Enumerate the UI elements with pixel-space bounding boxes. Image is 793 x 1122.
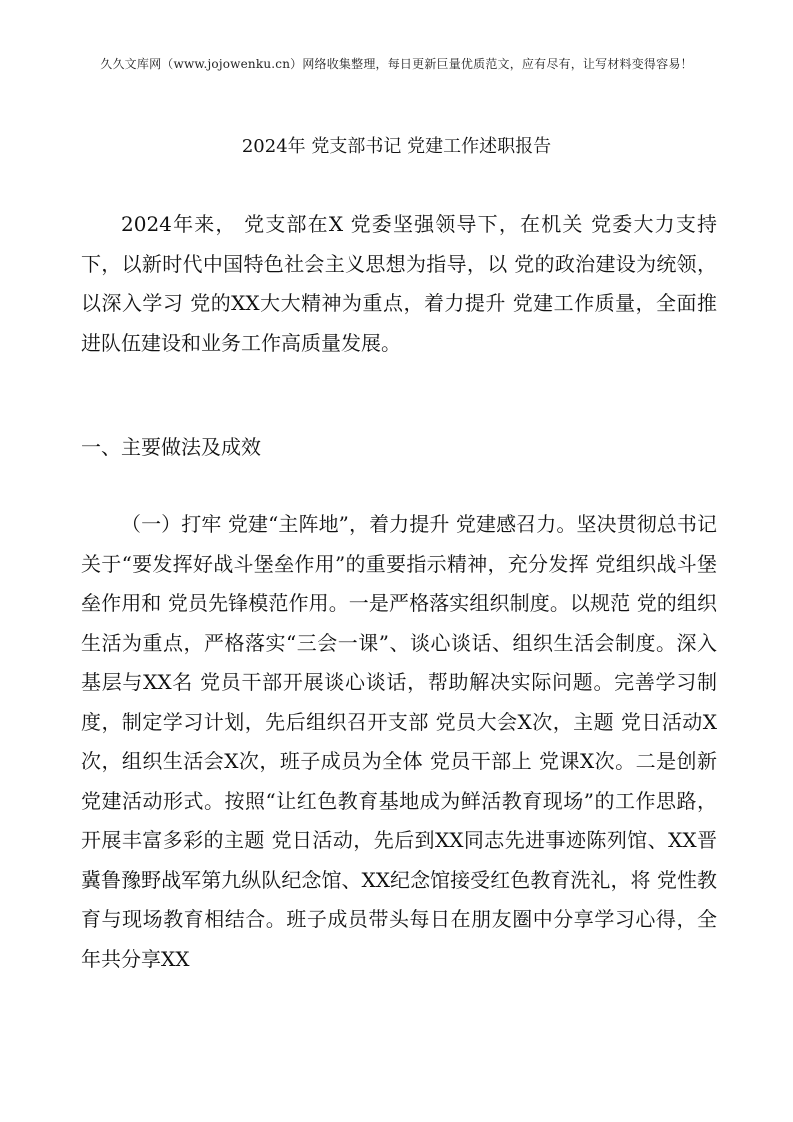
section-paragraph: （一）打牢 党建“主阵地”，着力提升 党建感召力。坚决贯彻总书记关于“要发挥好战斗堡垒作用”的重要指示精神，充分发挥 党组织战斗堡垒作用和 党员先锋模范作用。一是严格落实组织制度。以规范 党的组织生活为重点，严格落实“三会一课”、谈心谈话、组织生活会制度。深入基层与XX名 党员干部开展谈心谈话，帮助解决实际问题。完善学习制度，制定学习计划，先后组织召开支部 党员大会X次，主题 党日活动X次，组织生活会X次，班子成员为全体 党员干部上 党课X次。二是创新 党建活动形式。按照“让红色教育基地成为鲜活教育现场”的工作思路，开展丰富多彩的主题 党日活动，先后到XX同志先进事迹陈列馆、XX晋冀鲁豫野战军第九纵队纪念馆、XX纪念馆接受红色教育洗礼，将 党性教育与现场教育相结合。班子成员带头每日在朋友圈中分享学习心得，全年共分享XX bbox=[81, 512, 717, 971]
document-title: 2024年 党支部书记 党建工作述职报告 bbox=[241, 136, 552, 157]
section-heading: 一、主要做法及成效 bbox=[81, 435, 261, 459]
header-note: 久久文库网（www.jojowenku.cn）网络收集整理，每日更新巨量优质范文，应有尽有，让写材料变得容易！ bbox=[100, 57, 693, 71]
intro-paragraph: 2024年来， 党支部在X 党委坚强领导下，在机关 党委大力支持下，以新时代中国特色社会主义思想为指导，以 党的政治建设为统领，以深入学习 党的XX大大精神为重点，着力提升 党建工作质量，全面推进队伍建设和业务工作高质量发展。 bbox=[81, 212, 717, 355]
